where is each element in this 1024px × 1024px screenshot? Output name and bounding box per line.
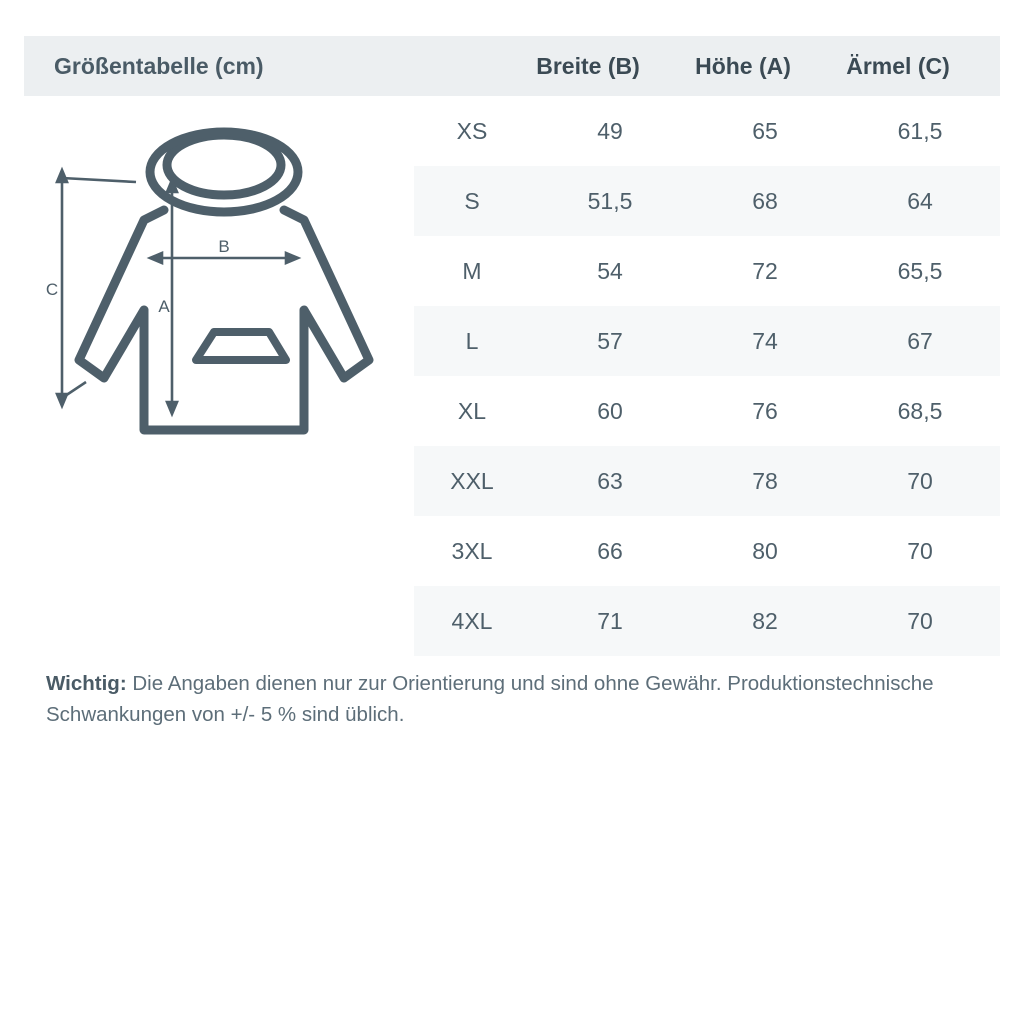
cell-hoehe: 65 xyxy=(752,117,778,144)
cell-breite: 63 xyxy=(597,467,623,494)
cell-aermel: 67 xyxy=(907,327,933,354)
cell-breite: 66 xyxy=(597,537,623,564)
table-row xyxy=(414,586,1000,656)
cell-breite: 54 xyxy=(597,257,623,284)
cell-size: L xyxy=(465,327,479,354)
page-title: Größentabelle (cm) xyxy=(54,52,264,79)
cell-aermel: 70 xyxy=(907,537,933,564)
header-columns xyxy=(508,53,1000,80)
cell-size: XS xyxy=(456,117,488,144)
table-row xyxy=(414,166,1000,236)
table-row xyxy=(414,516,1000,586)
cell-hoehe: 80 xyxy=(752,537,778,564)
cell-size: 3XL xyxy=(451,537,493,564)
table-row xyxy=(414,306,1000,376)
cell-hoehe: 72 xyxy=(752,257,778,284)
cell-aermel: 68,5 xyxy=(897,397,943,424)
column-header-aermel: Ärmel (C) xyxy=(846,52,950,79)
cell-size: 4XL xyxy=(451,607,493,634)
cell-aermel: 70 xyxy=(907,607,933,634)
disclaimer-note xyxy=(46,668,996,730)
column-header-hoehe: Höhe (A) xyxy=(695,52,791,79)
cell-aermel: 70 xyxy=(907,467,933,494)
table-header xyxy=(24,36,1000,96)
cell-hoehe: 78 xyxy=(752,467,778,494)
cell-breite: 60 xyxy=(597,397,623,424)
width-label: B xyxy=(218,237,230,256)
cell-hoehe: 68 xyxy=(752,187,778,214)
cell-breite: 71 xyxy=(597,607,623,634)
hoodie-measurement-diagram xyxy=(24,110,414,470)
cell-size: XXL xyxy=(450,467,494,494)
cell-size: XL xyxy=(457,397,487,424)
cell-aermel: 61,5 xyxy=(897,117,943,144)
height-label: A xyxy=(158,297,170,316)
disclaimer-label: Wichtig: xyxy=(46,672,127,695)
cell-hoehe: 76 xyxy=(752,397,778,424)
cell-hoehe: 74 xyxy=(752,327,778,354)
column-header-breite: Breite (B) xyxy=(536,52,640,79)
table-row xyxy=(414,376,1000,446)
size-table xyxy=(414,96,1000,656)
cell-size: M xyxy=(462,257,482,284)
disclaimer-text: Die Angaben dienen nur zur Orientierung und sind ohne Gewähr. Produktionstechnische Schwankungen von +/- 5 % sind üblich. xyxy=(46,672,934,726)
cell-breite: 49 xyxy=(597,117,623,144)
cell-aermel: 64 xyxy=(907,187,933,214)
cell-aermel: 65,5 xyxy=(897,257,943,284)
table-row xyxy=(414,96,1000,166)
sleeve-label: C xyxy=(45,280,59,299)
table-row xyxy=(414,236,1000,306)
cell-breite: 51,5 xyxy=(587,187,633,214)
cell-size: S xyxy=(464,187,480,214)
cell-breite: 57 xyxy=(597,327,623,354)
table-row xyxy=(414,446,1000,516)
cell-hoehe: 82 xyxy=(752,607,778,634)
